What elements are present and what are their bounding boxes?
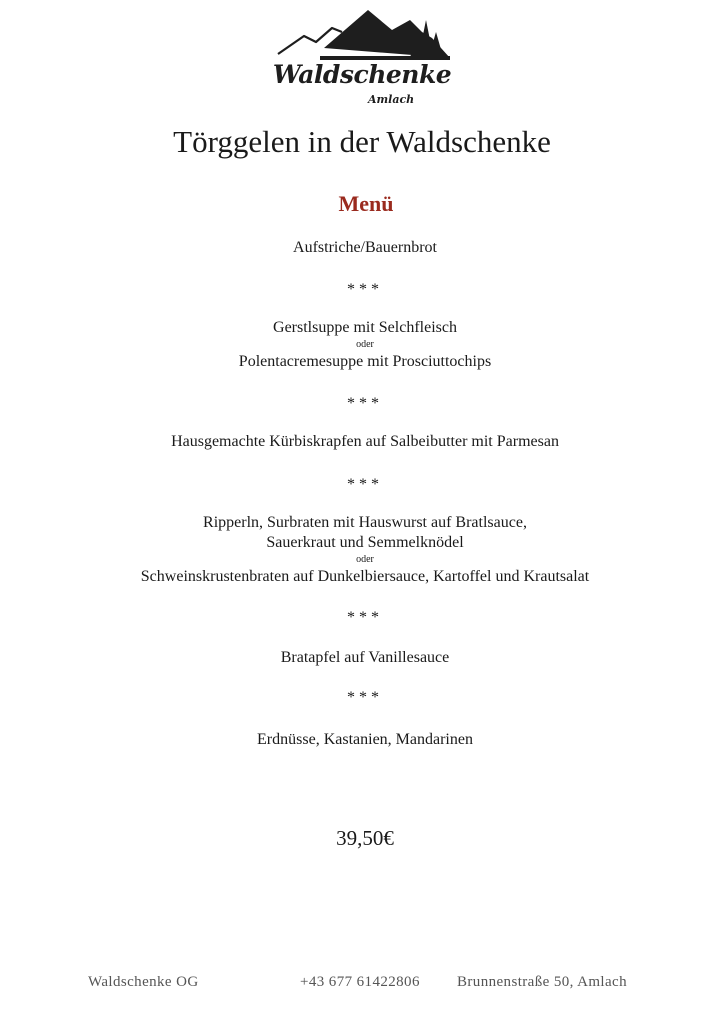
- separator: ***: [347, 476, 383, 493]
- separator: ***: [347, 281, 383, 298]
- separator: ***: [347, 395, 383, 412]
- separator: ***: [347, 609, 383, 626]
- waldschenke-logo: [272, 6, 452, 110]
- course-spreads: Aufstriche/Bauernbrot: [293, 239, 437, 256]
- menu-price: 39,50€: [336, 826, 394, 850]
- mountain-trees-icon: [272, 6, 452, 66]
- course-main-1-line-1: Ripperln, Surbraten mit Hauswurst auf Bratlsauce,: [203, 514, 527, 531]
- course-snacks: Erdnüsse, Kastanien, Mandarinen: [257, 731, 473, 748]
- page-title: Törggelen in der Waldschenke: [173, 124, 551, 159]
- logo-place: Amlach: [368, 93, 415, 106]
- footer-phone: +43 677 61422806: [300, 974, 420, 990]
- course-soup-2: Polentacremesuppe mit Prosciuttochips: [238, 353, 492, 370]
- course-dessert: Bratapfel auf Vanillesauce: [280, 649, 450, 666]
- or-label: oder: [356, 554, 374, 565]
- course-main-1-line-2: Sauerkraut und Semmelknödel: [266, 534, 464, 551]
- course-main-2: Schweinskrustenbraten auf Dunkelbiersauce, Kartoffel und Krautsalat: [140, 568, 590, 585]
- footer-address: Brunnenstraße 50, Amlach: [457, 974, 627, 990]
- footer-company: Waldschenke OG: [88, 974, 199, 990]
- course-soup-1: Gerstlsuppe mit Selchfleisch: [273, 319, 457, 336]
- separator: ***: [347, 689, 383, 706]
- or-label: oder: [356, 339, 374, 350]
- menu-heading: Menü: [338, 191, 394, 216]
- logo-name: Waldschenke: [272, 60, 452, 89]
- course-pasta: Hausgemachte Kürbiskrapfen auf Salbeibutter mit Parmesan: [171, 433, 559, 450]
